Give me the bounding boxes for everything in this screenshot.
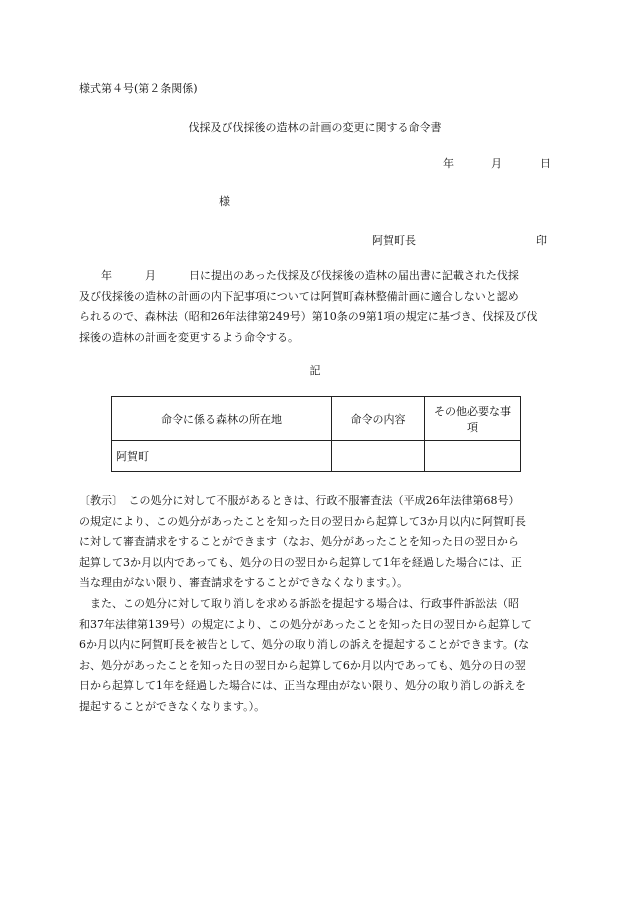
appeal-line: また、この処分に対して取り消しを求める訴訟を提起する場合は、行政事件訴訟法（昭 (79, 597, 519, 610)
date-month-label: 月 (491, 157, 502, 170)
body-line: 採後の造林の計画を変更するよう命令する。 (79, 330, 299, 344)
ki-heading: 記 (309, 364, 321, 377)
cell-content (332, 441, 425, 472)
addressee-suffix: 様 (219, 195, 230, 208)
document-title: 伐採及び伐採後の造林の計画の変更に関する命令書 (188, 121, 442, 134)
appeal-line: 提起することができなくなります。）。 (79, 699, 266, 713)
cell-other (425, 441, 521, 472)
form-number-label: 様式第４号(第２条関係) (79, 82, 198, 95)
lawsuit-paragraph (79, 594, 549, 717)
appeal-line: お、処分があったことを知った日の翌日から起算して6か月以内であっても、処分の日の翌 (79, 658, 526, 672)
column-header-location: 命令に係る森林の所在地 (112, 397, 332, 441)
notice-line: に対して審査請求をすることができます（なお、処分があったことを知った日の翌日から (79, 535, 519, 548)
instruction-paragraph (79, 491, 549, 594)
date-year-label: 年 (443, 157, 454, 170)
column-header-other: その他必要な事項 (425, 397, 521, 441)
appeal-line: 日から起算して1年を経過した場合には、正当な理由がない限り、処分の取り消しの訴えを (79, 679, 526, 692)
order-body-paragraph (79, 266, 549, 348)
body-line: 及び伐採後の造林の計画の内下記事項については阿賀町森林整備計画に適合しないと認め (79, 289, 519, 303)
body-line: られるので、森林法（昭和26年法律第249号）第10条の9第1項の規定に基づき、伐採及び伐 (79, 310, 538, 323)
notice-line: の規定により、この処分があったことを知った日の翌日から起算して3か月以内に阿賀町長 (79, 514, 526, 528)
column-header-content: 命令の内容 (332, 397, 425, 441)
issuer-name: 阿賀町長 (372, 234, 416, 247)
appeal-line: 和37年法律第139号）の規定により、この処分があったことを知った日の翌日から起算して (79, 617, 532, 631)
date-day-label: 日 (540, 157, 551, 170)
table-row (112, 441, 521, 472)
notice-line: 当な理由がない限り、審査請求をすることができなくなります。）。 (79, 576, 409, 589)
seal-mark: 印 (536, 234, 547, 247)
appeal-line: 6か月以内に阿賀町長を被告として、処分の取り消しの訴えを提起することができます。(な (79, 638, 530, 651)
body-line: 年 月 日に提出のあった伐採及び伐採後の造林の届出書に記載された伐採 (101, 269, 519, 282)
cell-location: 阿賀町 (112, 441, 332, 472)
notice-line: 起算して3か月以内であっても、処分の日の翌日から起算して1年を経過した場合には、正 (79, 555, 522, 569)
order-details-table (111, 396, 521, 472)
notice-line: 〔教示〕 この処分に対して不服があるときは、行政不服審査法（平成26年法律第68号） (79, 494, 520, 507)
table-header-row (112, 397, 521, 441)
